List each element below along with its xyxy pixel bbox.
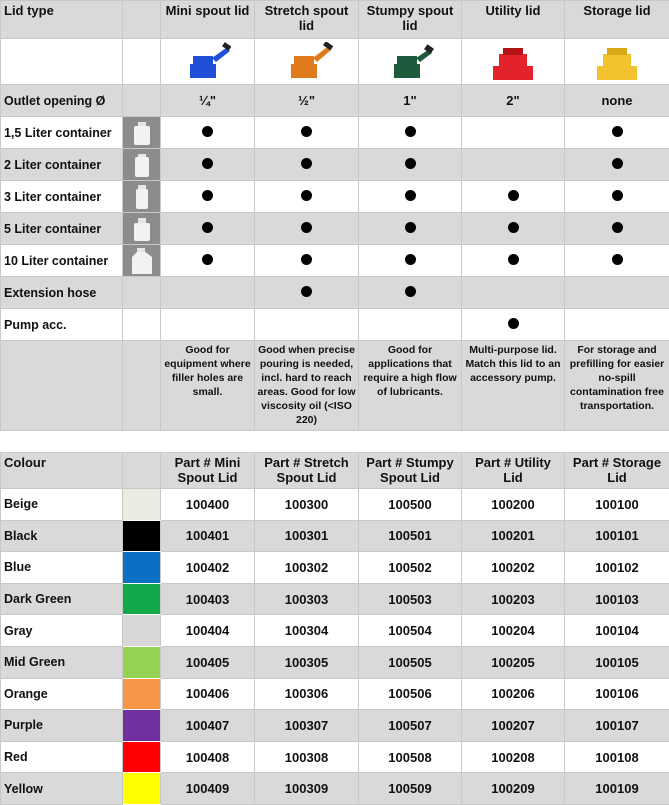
compat-cell: [255, 277, 359, 309]
container-thumbnail: [123, 149, 161, 181]
compat-cell: [565, 277, 669, 309]
empty-cell: [123, 309, 161, 341]
colour-swatch: [123, 741, 161, 773]
compat-row-label: 1,5 Liter container: [1, 117, 123, 149]
compat-cell: [161, 181, 255, 213]
part-number: 100408: [161, 741, 255, 773]
colour-swatch: [123, 678, 161, 710]
compatibility-dot-icon: [612, 254, 623, 265]
part-number: 100200: [462, 489, 565, 521]
mini-spout-lid-image: [161, 39, 255, 85]
compatibility-dot-icon: [301, 286, 312, 297]
part-number: 100405: [161, 646, 255, 678]
part-number: 100202: [462, 552, 565, 584]
part-number: 100500: [359, 489, 462, 521]
compatibility-dot-icon: [612, 222, 623, 233]
colour-row: [1, 489, 669, 521]
part-number: 100505: [359, 646, 462, 678]
part-number: 100305: [255, 646, 359, 678]
part-number: 100201: [462, 520, 565, 552]
compat-row: [1, 277, 669, 309]
part-number: 100403: [161, 583, 255, 615]
compat-cell: [462, 213, 565, 245]
description-row: [1, 341, 669, 431]
stretch-spout-lid-image: [255, 39, 359, 85]
compatibility-dot-icon: [612, 190, 623, 201]
outlet-label: Outlet opening Ø: [1, 85, 123, 117]
compat-cell: [255, 309, 359, 341]
compatibility-dot-icon: [508, 318, 519, 329]
part-number-heading: Part # Stumpy Spout Lid: [359, 453, 462, 489]
lid-description: Multi-purpose lid. Match this lid to an accessory pump.: [462, 341, 565, 431]
part-number: 100206: [462, 678, 565, 710]
compatibility-dot-icon: [202, 190, 213, 201]
compat-row-label: 5 Liter container: [1, 213, 123, 245]
part-number: 100503: [359, 583, 462, 615]
colour-row: [1, 678, 669, 710]
compat-row-label: 3 Liter container: [1, 181, 123, 213]
utility-lid-image: [462, 39, 565, 85]
colour-row: [1, 583, 669, 615]
part-number: 100108: [565, 741, 669, 773]
compat-cell: [462, 309, 565, 341]
colour-swatch: [123, 552, 161, 584]
part-number: 100309: [255, 773, 359, 805]
colour-swatch: [123, 520, 161, 552]
compatibility-dot-icon: [301, 126, 312, 137]
part-number: 100302: [255, 552, 359, 584]
compatibility-dot-icon: [508, 190, 519, 201]
compat-cell: [161, 245, 255, 277]
lid-heading-stretch: Stretch spout lid: [255, 1, 359, 39]
part-number: 100208: [462, 741, 565, 773]
compatibility-dot-icon: [301, 254, 312, 265]
compat-cell: [161, 309, 255, 341]
compatibility-dot-icon: [301, 158, 312, 169]
part-number: 100509: [359, 773, 462, 805]
compatibility-dot-icon: [301, 222, 312, 233]
part-number: 100502: [359, 552, 462, 584]
colour-name: Gray: [1, 615, 123, 647]
compatibility-dot-icon: [508, 222, 519, 233]
compat-cell: [161, 213, 255, 245]
compat-cell: [462, 277, 565, 309]
colour-name: Beige: [1, 489, 123, 521]
parts-header-row: [1, 453, 669, 489]
compat-cell: [255, 181, 359, 213]
part-number: 100406: [161, 678, 255, 710]
outlet-value: ¼": [161, 85, 255, 117]
colour-name: Yellow: [1, 773, 123, 805]
part-number: 100104: [565, 615, 669, 647]
compatibility-dot-icon: [405, 126, 416, 137]
compat-cell: [462, 181, 565, 213]
compat-row: [1, 309, 669, 341]
part-number: 100301: [255, 520, 359, 552]
lid-header-row: [1, 1, 669, 39]
outlet-value: 1": [359, 85, 462, 117]
colour-row: [1, 552, 669, 584]
colour-name: Purple: [1, 710, 123, 742]
compat-cell: [359, 117, 462, 149]
part-number: 100402: [161, 552, 255, 584]
lid-heading-utility: Utility lid: [462, 1, 565, 39]
colour-swatch: [123, 615, 161, 647]
compat-cell: [462, 149, 565, 181]
part-number: 100109: [565, 773, 669, 805]
part-number: 100504: [359, 615, 462, 647]
outlet-value: none: [565, 85, 669, 117]
container-thumbnail: [123, 181, 161, 213]
compat-row-label: Pump acc.: [1, 309, 123, 341]
part-number: 100204: [462, 615, 565, 647]
part-number: 100507: [359, 710, 462, 742]
compatibility-dot-icon: [301, 190, 312, 201]
compat-cell: [565, 149, 669, 181]
compat-cell: [255, 149, 359, 181]
part-number: 100401: [161, 520, 255, 552]
storage-lid-image: [565, 39, 669, 85]
lid-heading-mini: Mini spout lid: [161, 1, 255, 39]
compat-cell: [565, 245, 669, 277]
container-thumbnail: [123, 245, 161, 277]
compatibility-dot-icon: [405, 254, 416, 265]
compatibility-dot-icon: [612, 126, 623, 137]
colour-swatch: [123, 646, 161, 678]
lid-description: For storage and prefilling for easier no-spill contamination free transportation.: [565, 341, 669, 431]
colour-name: Black: [1, 520, 123, 552]
lid-image-row: [1, 39, 669, 85]
lid-body: [190, 56, 216, 78]
part-number: 100407: [161, 710, 255, 742]
outlet-value: 2": [462, 85, 565, 117]
compat-row-label: 10 Liter container: [1, 245, 123, 277]
part-number: 100100: [565, 489, 669, 521]
stumpy-spout-lid-image: [359, 39, 462, 85]
colour-row: [1, 520, 669, 552]
part-number: 100207: [462, 710, 565, 742]
colour-swatch: [123, 710, 161, 742]
compat-row-label: Extension hose: [1, 277, 123, 309]
part-number: 100304: [255, 615, 359, 647]
compat-cell: [255, 117, 359, 149]
part-number: 100508: [359, 741, 462, 773]
part-number: 100308: [255, 741, 359, 773]
outlet-row: [1, 85, 669, 117]
compat-cell: [359, 309, 462, 341]
lid-heading-stumpy: Stumpy spout lid: [359, 1, 462, 39]
compat-cell: [462, 117, 565, 149]
compatibility-dot-icon: [202, 254, 213, 265]
part-number: 100203: [462, 583, 565, 615]
compat-row: [1, 181, 669, 213]
colour-name: Mid Green: [1, 646, 123, 678]
compat-cell: [462, 245, 565, 277]
compat-row: [1, 117, 669, 149]
colour-swatch: [123, 489, 161, 521]
part-number: 100102: [565, 552, 669, 584]
lid-heading-storage: Storage lid: [565, 1, 669, 39]
lid-description: Good for applications that require a high flow of lubricants.: [359, 341, 462, 431]
part-number: 100400: [161, 489, 255, 521]
compatibility-dot-icon: [612, 158, 623, 169]
colour-row: [1, 646, 669, 678]
compatibility-dot-icon: [405, 158, 416, 169]
compat-cell: [565, 117, 669, 149]
colour-name: Orange: [1, 678, 123, 710]
compat-cell: [359, 245, 462, 277]
compatibility-dot-icon: [405, 190, 416, 201]
part-number: 100101: [565, 520, 669, 552]
colour-row: [1, 741, 669, 773]
compatibility-dot-icon: [202, 158, 213, 169]
part-number-heading: Part # Utility Lid: [462, 453, 565, 489]
thumb-heading-cell: [123, 1, 161, 39]
part-number: 100307: [255, 710, 359, 742]
colour-name: Blue: [1, 552, 123, 584]
compat-row-label: 2 Liter container: [1, 149, 123, 181]
outlet-value: ½": [255, 85, 359, 117]
section-spacer: [1, 431, 669, 453]
part-number: 100105: [565, 646, 669, 678]
part-number: 100404: [161, 615, 255, 647]
part-number: 100506: [359, 678, 462, 710]
compat-cell: [255, 213, 359, 245]
part-number: 100409: [161, 773, 255, 805]
part-number-heading: Part # Storage Lid: [565, 453, 669, 489]
colour-swatch: [123, 583, 161, 615]
compat-cell: [359, 277, 462, 309]
part-number: 100205: [462, 646, 565, 678]
compatibility-dot-icon: [202, 222, 213, 233]
part-number: 100300: [255, 489, 359, 521]
part-number: 100107: [565, 710, 669, 742]
compatibility-dot-icon: [508, 254, 519, 265]
part-number: 100106: [565, 678, 669, 710]
colour-row: [1, 710, 669, 742]
compat-cell: [161, 117, 255, 149]
compatibility-dot-icon: [202, 126, 213, 137]
compat-row: [1, 245, 669, 277]
lid-type-heading: Lid type: [1, 1, 123, 39]
compat-cell: [565, 213, 669, 245]
compat-cell: [255, 245, 359, 277]
colour-name: Dark Green: [1, 583, 123, 615]
part-number: 100103: [565, 583, 669, 615]
colour-row: [1, 615, 669, 647]
part-number-heading: Part # Stretch Spout Lid: [255, 453, 359, 489]
colour-heading: Colour: [1, 453, 123, 489]
compatibility-dot-icon: [405, 222, 416, 233]
compat-cell: [161, 277, 255, 309]
part-number: 100209: [462, 773, 565, 805]
compat-row: [1, 149, 669, 181]
compat-cell: [161, 149, 255, 181]
compat-cell: [359, 149, 462, 181]
compat-cell: [565, 181, 669, 213]
compatibility-dot-icon: [405, 286, 416, 297]
compat-row: [1, 213, 669, 245]
lid-description: Good for equipment where filler holes are small.: [161, 341, 255, 431]
compat-cell: [565, 309, 669, 341]
container-thumbnail: [123, 117, 161, 149]
part-number: 100306: [255, 678, 359, 710]
empty-cell: [123, 277, 161, 309]
part-number-heading: Part # Mini Spout Lid: [161, 453, 255, 489]
part-number: 100303: [255, 583, 359, 615]
lid-description: Good when precise pouring is needed, incl. hard to reach areas. Good for low viscosity oil (<ISO 220): [255, 341, 359, 431]
container-thumbnail: [123, 213, 161, 245]
part-number: 100501: [359, 520, 462, 552]
compat-cell: [359, 213, 462, 245]
compat-cell: [359, 181, 462, 213]
colour-name: Red: [1, 741, 123, 773]
